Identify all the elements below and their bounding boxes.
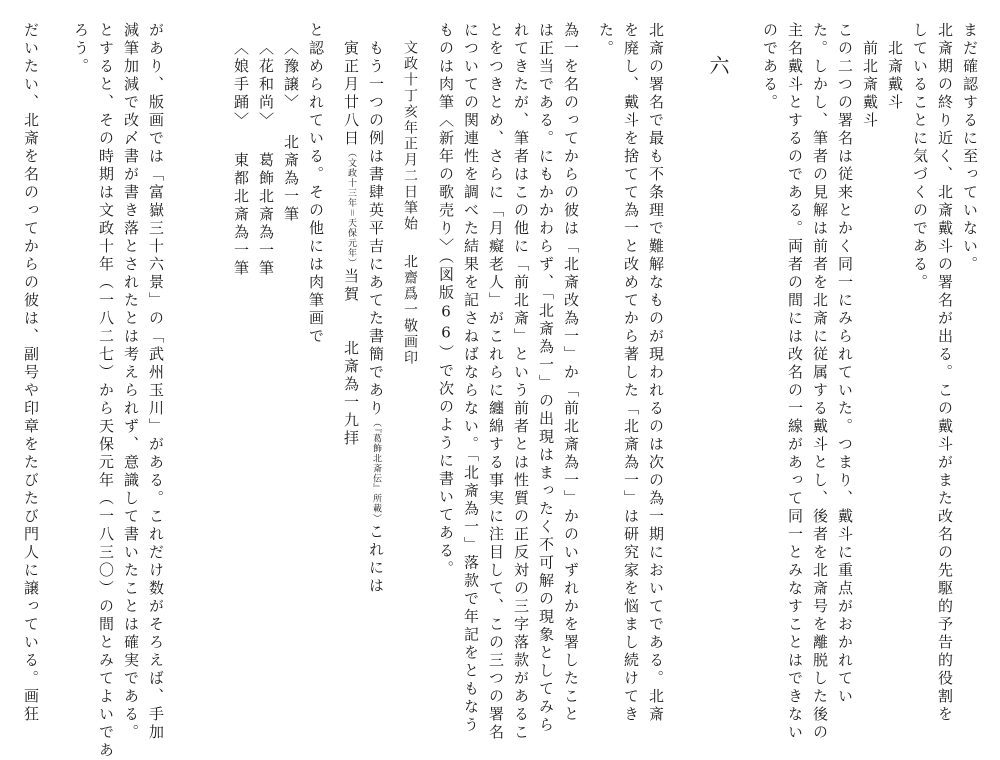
source-note: （『葛飾北斎伝』所載） [371, 418, 381, 524]
artwork-title: 〈娘手踊〉 [232, 40, 250, 130]
text-line: ものは肉筆〈新年の歌売り〉（図版66）で次のように書いてある。 [437, 22, 455, 579]
text-line: は正当である。にもかかわらず、「北斎為一」の出現はまったく不可解の現象としてみら [537, 22, 555, 735]
artwork-signature: 葛飾北斎為一筆 [257, 152, 275, 278]
artwork-entry [258, 22, 273, 278]
artwork-entry [283, 22, 298, 224]
text-line: この二つの署名は従来とかく同一にみられていた。つまり、戴斗に重点がおかれてい [836, 22, 854, 706]
text-line: 減筆加減で改〆書が書き落とされたとは考えられず、意識して書いたことは確実である。 [122, 22, 140, 742]
letter-signature: 当賀 北斎為一九拝 [342, 268, 360, 448]
text-line: のである。 [761, 22, 779, 112]
text-line [368, 22, 383, 596]
text-line: を廃し、戴斗を捨てて為一と改めてから著した「北斎為一」は研究家を悩まし続けてき [622, 22, 640, 724]
text-line: れてきたが、筆者はこの他に「前北斎」という前者とは性質の正反対の三字落款があるこ [512, 22, 530, 742]
letter-date-line [343, 22, 358, 448]
text-line: た。 [597, 22, 615, 58]
text-line: まだ確認するに至っていない。 [961, 22, 979, 274]
inscription-signature: 北齋爲一敬画印 [402, 254, 418, 366]
text-line: があり、版画では「富嶽三十六景」の「武州玉川」がある。これだけ数がそろえば、手加 [147, 22, 165, 742]
text-line: と認められている。その他には肉筆画で [307, 22, 325, 346]
text-line: 前北斎戴斗 [861, 40, 879, 130]
text-line: とすると、その時期は文政十年（一八二七）から天保元年（一八三〇）の間とみてよいであ [97, 22, 115, 760]
text-line: 主名戴斗とするのである。両者の間には改名の一線があって同一とみなすことはできない [786, 22, 804, 742]
section-heading: 六 [706, 55, 730, 81]
text-line: とをつきとめ、さらに「月癡老人」がこれらに纏綿する事実に注目して、この三つの署名 [487, 22, 505, 742]
text-line: た。しかし、筆者の見解は前者を北斎に従属する戴斗とし、後者を北斎号を離脱した後の [811, 22, 829, 742]
artwork-signature: 東都北斎為一筆 [232, 152, 250, 278]
text-line: についての関連性を調べた結果を記さねばならない。「北斎為一」落款で年記をともなう [462, 22, 480, 735]
artwork-title: 〈花和尚〉 [257, 40, 275, 130]
quoted-inscription [403, 22, 417, 366]
letter-date: 寅正月廿八日 [342, 40, 360, 148]
date-note: （文政十三年＝天保元年） [346, 148, 356, 268]
text-line: していることに気づくのである。 [911, 22, 929, 292]
text-segment: もう一つの例は書肆英平吉にあてた書簡であり [367, 40, 385, 418]
text-segment: これには [367, 523, 385, 596]
artwork-signature: 北斎為一筆 [282, 134, 300, 224]
inscription-text: 文政十丁亥年正月二日筆始 [402, 40, 418, 232]
artwork-entry [233, 22, 248, 278]
text-line: 北斎期の終り近く、北斎戴斗の署名が出る。この戴斗がまた改名の先駆的予告的役割を [936, 22, 954, 724]
text-line: だいたい、北斎を名のってからの彼は、副号や印章をたびたび門人に譲っている。画狂 [22, 22, 40, 724]
artwork-title: 〈豫譲〉 [282, 40, 300, 112]
text-line: 北斎の署名で最も不条理で難解なものが現われるのは次の為一期においてである。北斎 [647, 22, 665, 724]
text-line: 北斎戴斗 [886, 40, 904, 112]
text-line: ろう。 [72, 22, 90, 76]
text-line: 為一を名のってからの彼は「北斎改為一」か「前北斎為一」かのいずれかを署したこと [562, 22, 580, 724]
